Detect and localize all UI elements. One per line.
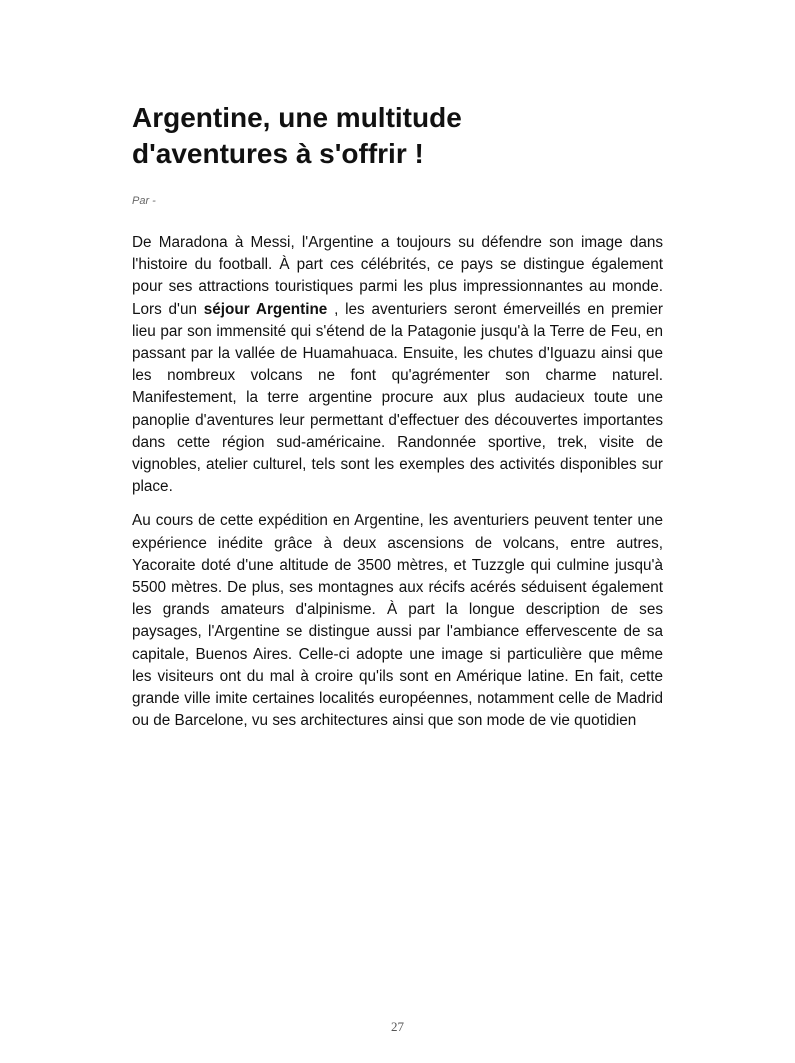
article-title: Argentine, une multitude d'aventures à s'offrir !: [132, 102, 462, 169]
paragraph-1-text-after: , les aventuriers seront émerveillés en premier lieu par son immensité qui s'étend de la Patagonie jusqu'à la Terre de Feu, en passant par la vallée de Huamahuaca. Ensuite, les chutes d'Iguazu ainsi que les nombreux volcans ne font qu'agrémenter son charme naturel. Manifestement, la terre argentine procure aux plus audacieux toute une panoplie d'aventures leur permettant d'effectuer des découvertes importantes dans cette région sud-américaine. Randonnée sportive, trek, visite de vignobles, atelier culturel, tels sont les exemples des activités disponibles sur place.: [132, 300, 664, 496]
article-paragraph-2: Au cours de cette expédition en Argentine, les aventuriers peuvent tenter une expérience inédite grâce à deux ascensions de volcans, entre autres, Yacoraite doté d'une altitude de 3500 mètres, et Tuzzgle qui culmine jusqu'à 5500 mètres. De plus, ses montagnes aux récifs acérés séduisent également les grands amateurs d'alpinisme. À part la longue description de ses paysages, l'Argentine se distingue aussi par l'ambiance effervescente de sa capitale, Buenos Aires. Celle-ci adopte une image si particulière que même les visiteurs ont du mal à croire qu'ils sont en Amérique latine. En fait, cette grande ville imite certaines localités européennes, notamment celle de Madrid ou de Barcelone, vu ses architectures ainsi que son mode de vie quotidien: [132, 512, 663, 730]
page-number: 27: [391, 1019, 404, 1034]
byline-author: -: [152, 195, 156, 207]
sejour-argentine-link[interactable]: séjour Argentine: [203, 300, 328, 318]
byline-prefix: Par: [132, 195, 150, 207]
article-paragraph-1: [132, 232, 663, 498]
paragraph-1-text-before: De Maradona à Messi, l'Argentine a toujours su défendre son image dans l'histoire du football. À part ces célébrités, ce pays se distingue également pour ses attractions touristiques parmi les plus impressionnantes au monde. Lors d'un: [132, 234, 663, 318]
article: [132, 100, 663, 732]
article-byline: [132, 194, 663, 208]
